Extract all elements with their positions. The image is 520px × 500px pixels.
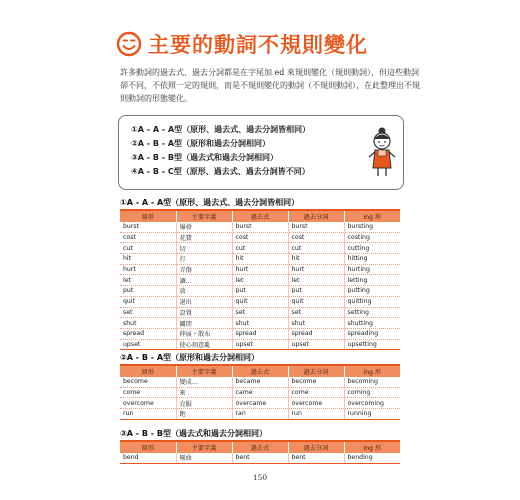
table-cell: upset: [120, 339, 176, 350]
col-header: ing 形: [344, 210, 400, 222]
table-cell: come: [288, 387, 344, 398]
table-cell: upsetting: [344, 339, 400, 350]
table-header-row: [120, 441, 400, 453]
page-number: 150: [252, 473, 268, 482]
col-header: ing 形: [344, 365, 400, 377]
table-cell: cut: [232, 243, 288, 254]
table-cell: let: [120, 275, 176, 286]
table-cell: set: [232, 307, 288, 318]
title-row: [116, 28, 368, 60]
table-cell: ran: [232, 409, 288, 420]
table-cell: upset: [232, 339, 288, 350]
table-cell: put: [288, 286, 344, 297]
rule-list: [131, 123, 310, 179]
table-cell: hurt: [288, 264, 344, 275]
table-cell: 伸展・散布: [176, 328, 232, 339]
table-body: [120, 453, 400, 463]
table-cell: 變成…: [176, 377, 232, 387]
table-row: [120, 387, 400, 398]
table-cell: hit: [120, 254, 176, 265]
table-row: [120, 296, 400, 307]
table-row: [120, 398, 400, 409]
table-cell: overcome: [120, 398, 176, 409]
table-cell: cut: [288, 243, 344, 254]
col-header: 主要字義: [176, 441, 232, 453]
col-header: 原形: [120, 441, 176, 453]
table-cell: bursting: [344, 222, 400, 232]
col-header: 過去分詞: [288, 210, 344, 222]
col-header: 過去式: [232, 210, 288, 222]
rule-summary-box: [118, 115, 404, 190]
table-cell: hit: [288, 254, 344, 265]
table-cell: overcoming: [344, 398, 400, 409]
table-cell: bending: [344, 453, 400, 463]
table-cell: spreading: [344, 328, 400, 339]
table-cell: quit: [288, 296, 344, 307]
table-cell: 關閉: [176, 318, 232, 329]
table-cell: running: [344, 409, 400, 420]
table-cell: cut: [120, 243, 176, 254]
table-cell: 花費: [176, 232, 232, 243]
col-header: 原形: [120, 365, 176, 377]
table-cell: bent: [232, 453, 288, 463]
table-cell: 跑: [176, 409, 232, 420]
table-cell: 退出: [176, 296, 232, 307]
verb-table-aaa: [120, 209, 400, 350]
table-cell: became: [232, 377, 288, 387]
section-heading-aba: ②A - B - A型（原形和過去分詞相同）: [120, 353, 260, 362]
table-cell: came: [232, 387, 288, 398]
table-row: [120, 243, 400, 254]
table-header-row: [120, 365, 400, 377]
table-cell: run: [120, 409, 176, 420]
table-cell: burst: [288, 222, 344, 232]
table-row: [120, 254, 400, 265]
table-cell: put: [120, 286, 176, 297]
table-cell: overcome: [288, 398, 344, 409]
col-header: 原形: [120, 210, 176, 222]
table-cell: 切: [176, 243, 232, 254]
table-row: [120, 307, 400, 318]
table-cell: shut: [232, 318, 288, 329]
table-cell: put: [232, 286, 288, 297]
table-cell: 爆發: [176, 222, 232, 232]
table-cell: becoming: [344, 377, 400, 387]
table-cell: hurt: [232, 264, 288, 275]
table-cell: spread: [232, 328, 288, 339]
table-row: [120, 328, 400, 339]
verb-table-aba: [120, 364, 400, 420]
table-cell: become: [120, 377, 176, 387]
table-row: [120, 377, 400, 387]
table-cell: hit: [232, 254, 288, 265]
table-cell: spread: [288, 328, 344, 339]
table-cell: 讓…: [176, 275, 232, 286]
table-cell: become: [288, 377, 344, 387]
table-row: [120, 286, 400, 297]
table-cell: set: [120, 307, 176, 318]
table-cell: shut: [288, 318, 344, 329]
table-cell: spread: [120, 328, 176, 339]
table-cell: shut: [120, 318, 176, 329]
table-cell: 克服: [176, 398, 232, 409]
col-header: ing 形: [344, 441, 400, 453]
table-row: [120, 275, 400, 286]
table-cell: 弄傷: [176, 264, 232, 275]
table-cell: quit: [120, 296, 176, 307]
table-cell: hurting: [344, 264, 400, 275]
col-header: 過去分詞: [288, 365, 344, 377]
table-cell: setting: [344, 307, 400, 318]
page-title: 主要的動詞不規則變化: [148, 33, 368, 57]
section-heading-abb: ③A - B - B型（過去式和過去分詞相同）: [120, 429, 267, 438]
table-cell: cutting: [344, 243, 400, 254]
section-heading-aaa: ①A - A - A型（原形、過去式、過去分詞皆相同）: [120, 198, 300, 207]
col-header: 過去式: [232, 365, 288, 377]
table-cell: putting: [344, 286, 400, 297]
table-cell: quit: [232, 296, 288, 307]
rule-item: ④A - B - C型（原形、過去式、過去分詞皆不同）: [131, 167, 310, 176]
table-row: [120, 264, 400, 275]
table-cell: bend: [120, 453, 176, 463]
table-cell: shutting: [344, 318, 400, 329]
table-cell: costing: [344, 232, 400, 243]
table-body: [120, 222, 400, 350]
table-row: [120, 318, 400, 329]
table-cell: come: [120, 387, 176, 398]
mascot-illustration: [367, 126, 397, 178]
table-cell: overcame: [232, 398, 288, 409]
table-cell: 打: [176, 254, 232, 265]
table-cell: 設置: [176, 307, 232, 318]
table-cell: 放: [176, 286, 232, 297]
table-cell: 使心煩意亂: [176, 339, 232, 350]
col-header: 過去分詞: [288, 441, 344, 453]
verb-table-abb: [120, 440, 400, 464]
table-cell: bent: [288, 453, 344, 463]
table-cell: coming: [344, 387, 400, 398]
table-cell: 彎曲: [176, 453, 232, 463]
smiley-icon: [116, 31, 142, 57]
table-cell: let: [232, 275, 288, 286]
table-row: [120, 453, 400, 463]
table-row: [120, 339, 400, 350]
rule-item: ③A - B - B型（過去式和過去分詞相同）: [131, 153, 278, 162]
table-cell: hurt: [120, 264, 176, 275]
table-header-row: [120, 210, 400, 222]
rule-item: ②A - B - A型（原形和過去分詞相同）: [131, 139, 271, 148]
table-row: [120, 409, 400, 420]
rule-item: ①A - A - A型（原形、過去式、過去分詞皆相同）: [131, 125, 311, 134]
table-cell: let: [288, 275, 344, 286]
col-header: 過去式: [232, 441, 288, 453]
table-cell: 來: [176, 387, 232, 398]
table-cell: cost: [120, 232, 176, 243]
table-cell: burst: [232, 222, 288, 232]
table-cell: quitting: [344, 296, 400, 307]
table-cell: set: [288, 307, 344, 318]
table-cell: burst: [120, 222, 176, 232]
table-cell: hitting: [344, 254, 400, 265]
table-row: [120, 232, 400, 243]
col-header: 主要字義: [176, 365, 232, 377]
intro-paragraph: 許多動詞的過去式、過去分詞都是在字尾加 ed 來規則變化（規則動詞），但這些動詞卻不同，不依照一定的規則，而是不規則變化的動詞（不規則動詞），在此整理出不規則動詞的形態變化。: [120, 68, 420, 103]
intro-text: [120, 66, 420, 105]
table-cell: upset: [288, 339, 344, 350]
table-cell: letting: [344, 275, 400, 286]
table-cell: cost: [232, 232, 288, 243]
table-cell: cost: [288, 232, 344, 243]
table-cell: run: [288, 409, 344, 420]
table-row: [120, 222, 400, 232]
table-body: [120, 377, 400, 419]
col-header: 主要字義: [176, 210, 232, 222]
